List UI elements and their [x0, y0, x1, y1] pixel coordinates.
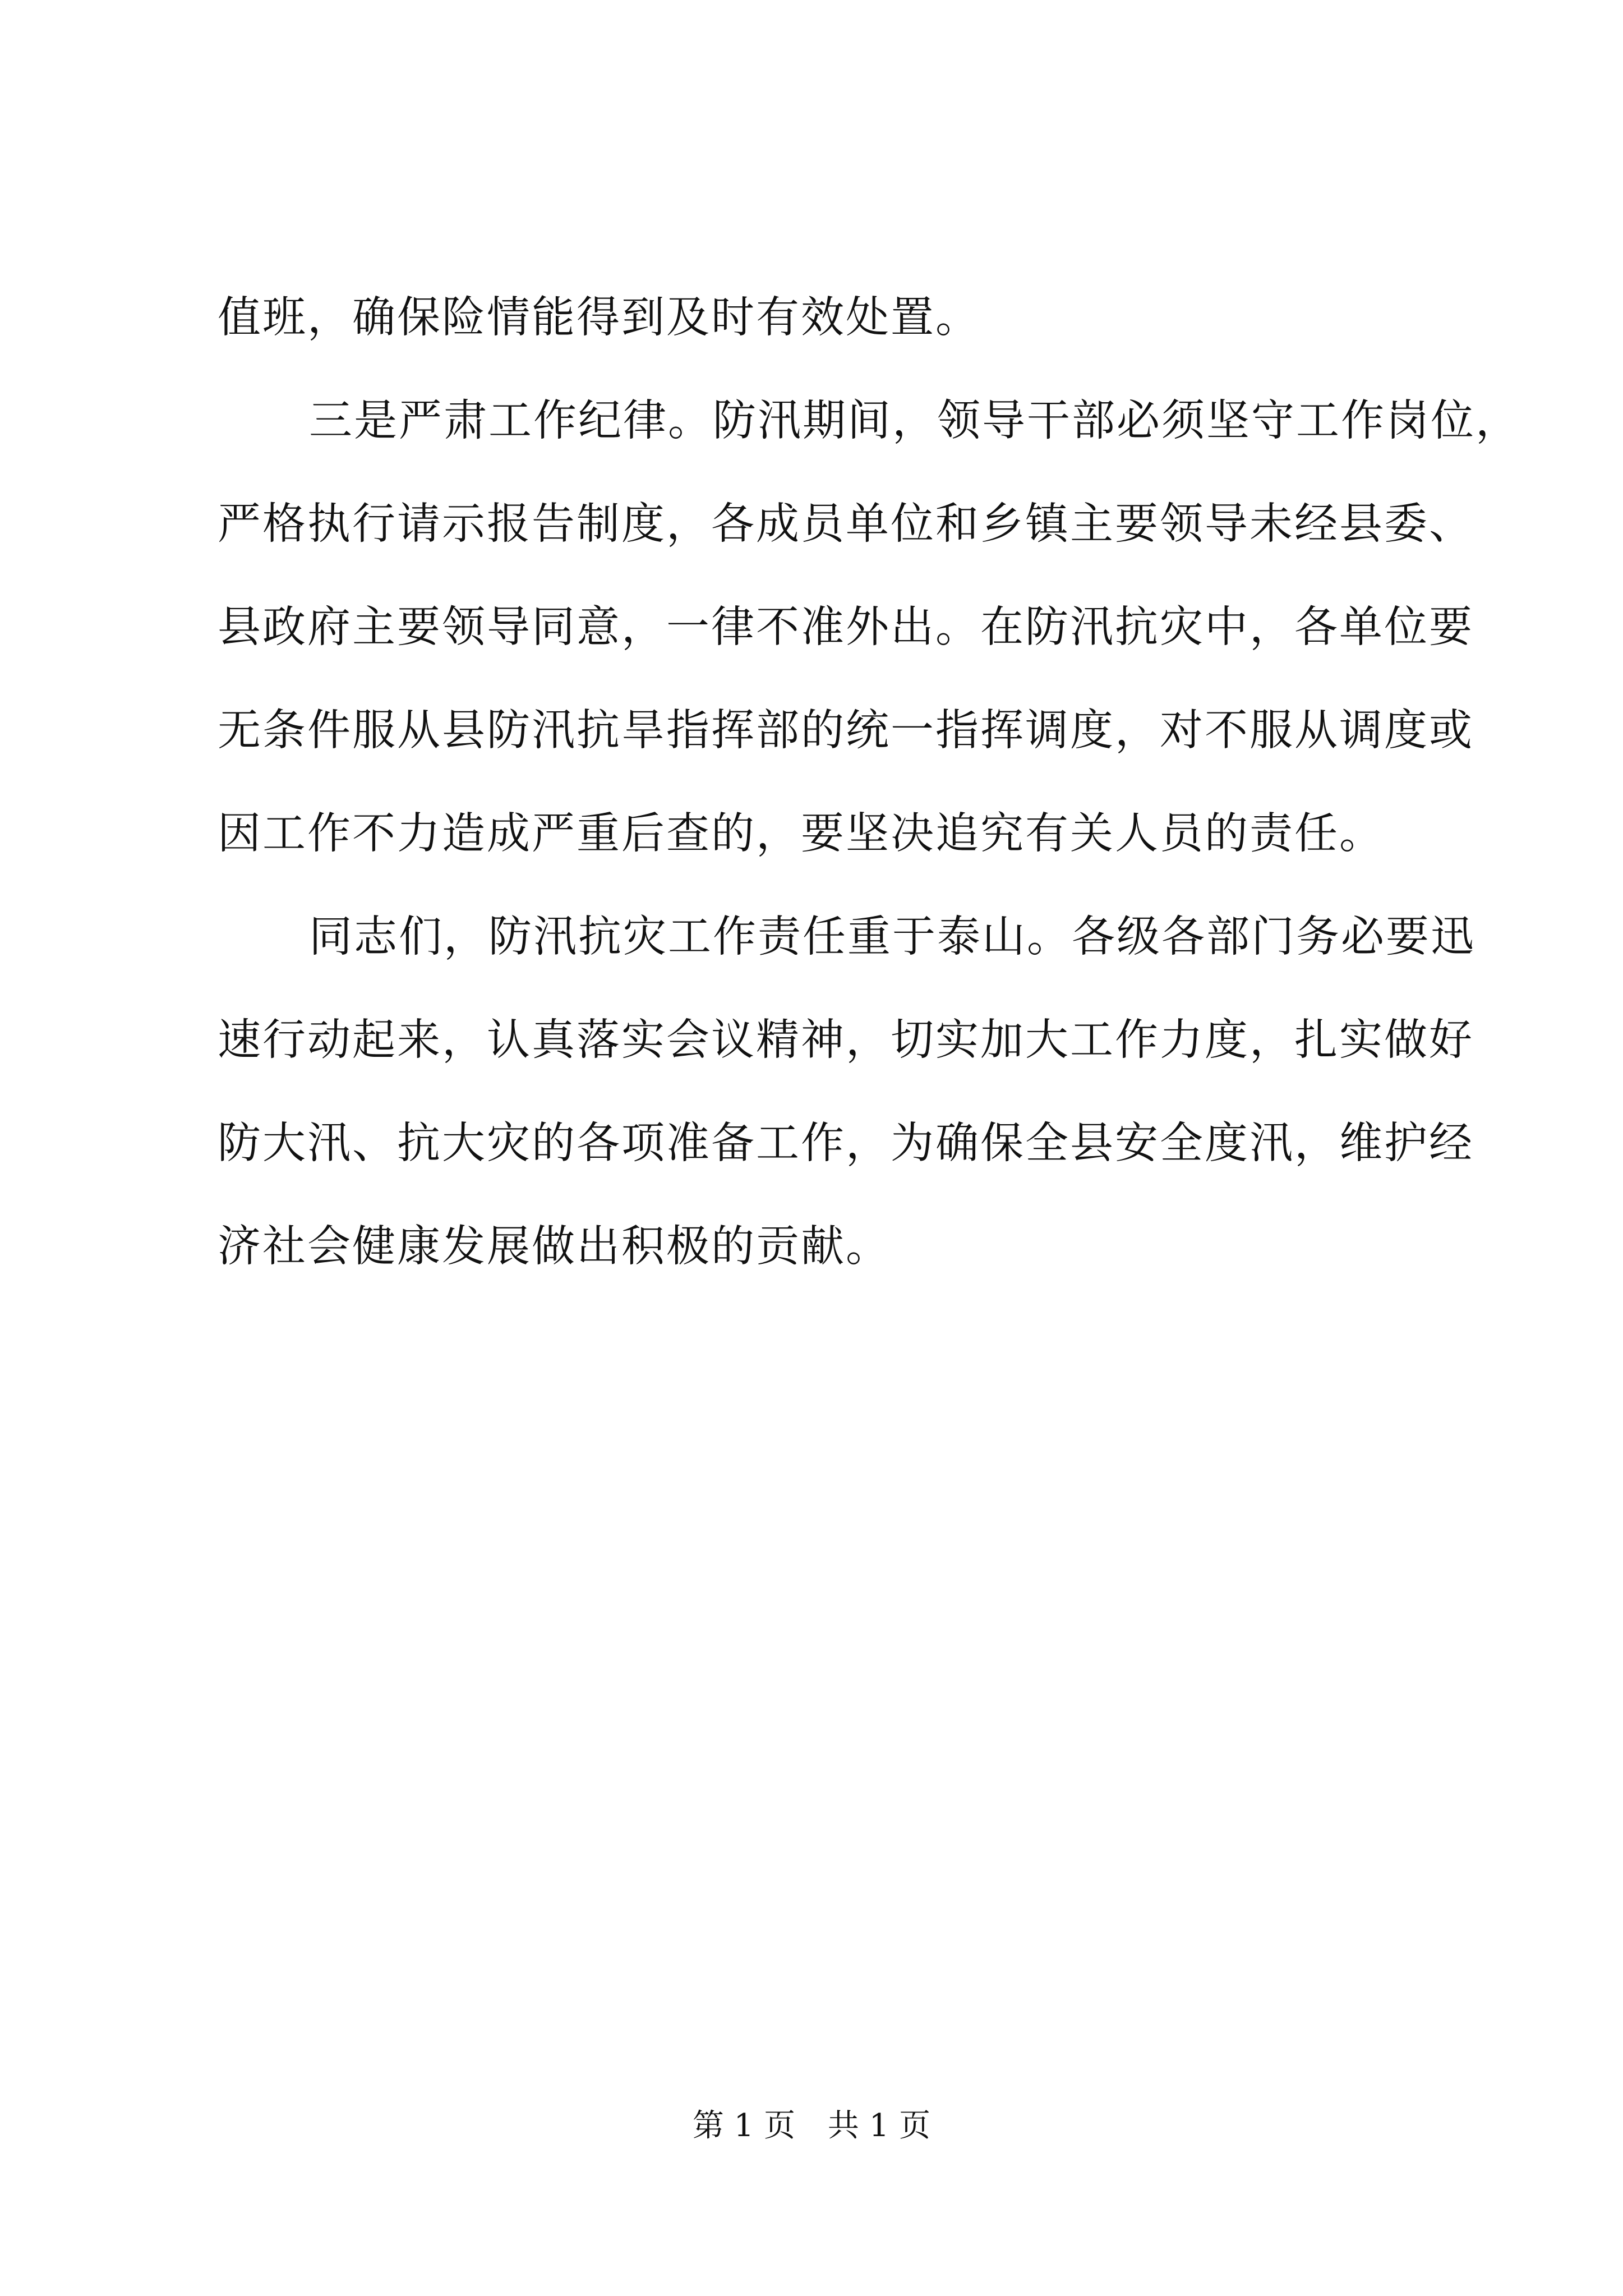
page-number-total: 共 1 页: [827, 2108, 931, 2144]
page-footer: [0, 2104, 1623, 2148]
paragraph-line: 济社会健康发展做出积极的贡献。: [218, 1222, 891, 1272]
paragraph-line: 值班，确保险情能得到及时有效处置。: [218, 293, 980, 343]
paragraph-line: 三是严肃工作纪律。防汛期间，领导干部必须坚守工作岗位，: [309, 396, 1520, 446]
paragraph-line: 同志们，防汛抗灾工作责任重于泰山。各级各部门务必要迅: [309, 912, 1476, 962]
page-number-current: 第 1 页: [692, 2108, 796, 2144]
document-body: [218, 266, 1520, 1299]
paragraph-line: 无条件服从县防汛抗旱指挥部的统一指挥调度，对不服从调度或: [218, 706, 1474, 756]
paragraph-line: 严格执行请示报告制度，各成员单位和乡镇主要领导未经县委、: [218, 499, 1474, 549]
paragraph-line: 速行动起来，认真落实会议精神，切实加大工作力度，扎实做好: [218, 1015, 1474, 1065]
paragraph-line: 县政府主要领导同意，一律不准外出。在防汛抗灾中，各单位要: [218, 602, 1474, 652]
paragraph-line: 防大汛、抗大灾的各项准备工作，为确保全县安全度汛，维护经: [218, 1119, 1474, 1168]
paragraph-line: 因工作不力造成严重后查的，要坚决追究有关人员的责任。: [218, 809, 1384, 859]
